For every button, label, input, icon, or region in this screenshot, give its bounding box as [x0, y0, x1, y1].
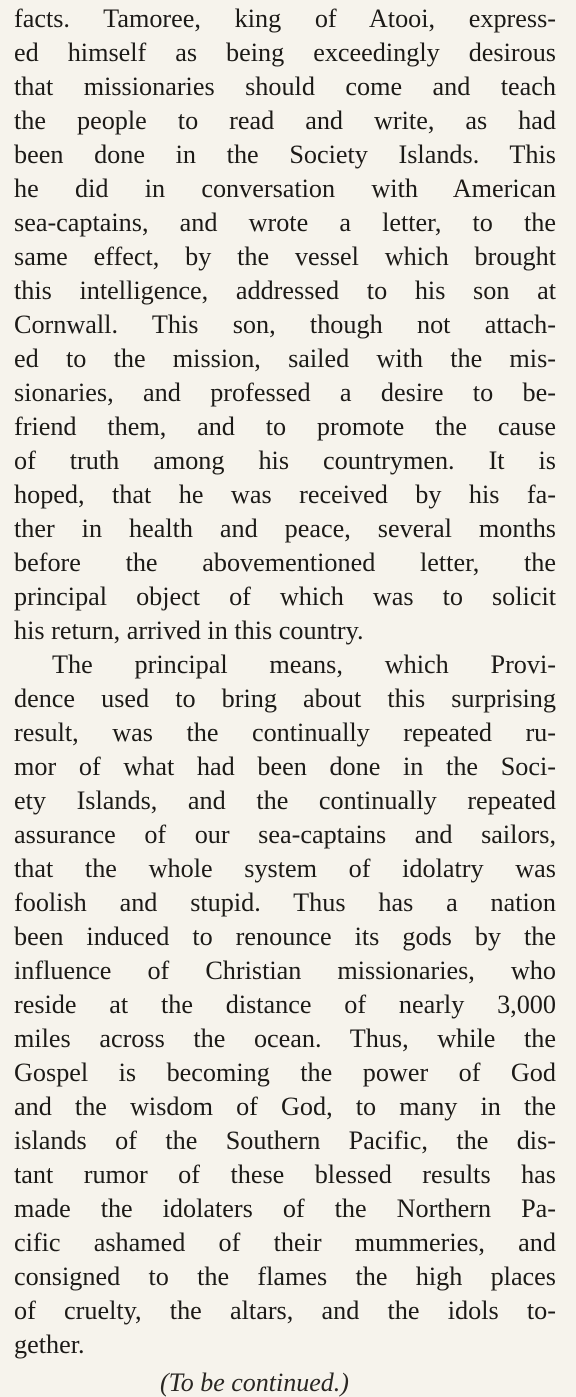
text-line: ed to the mission, sailed with the mis-: [14, 344, 556, 373]
text-line: facts. Tamoree, king of Atooi, express-: [14, 4, 556, 33]
text-line: of cruelty, the altars, and the idols to-: [14, 1296, 556, 1325]
text-line: before the abovementioned letter, the: [14, 548, 556, 577]
text-line: influence of Christian missionaries, who: [14, 956, 556, 985]
text-line: ther in health and peace, several months: [14, 514, 556, 543]
text-line: of truth among his countrymen. It is: [14, 446, 556, 475]
text-line: tant rumor of these blessed results has: [14, 1160, 556, 1189]
text-line: been done in the Society Islands. This: [14, 140, 556, 169]
continuation-note: (To be continued.): [160, 1368, 349, 1397]
text-line: that the whole system of idolatry was: [14, 854, 556, 883]
text-line: The principal means, which Provi-: [52, 650, 556, 679]
text-line: mor of what had been done in the Soci-: [14, 752, 556, 781]
text-line: that missionaries should come and teach: [14, 72, 556, 101]
text-line: cific ashamed of their mummeries, and: [14, 1228, 556, 1257]
text-line: result, was the continually repeated ru-: [14, 718, 556, 747]
text-line: been induced to renounce its gods by the: [14, 922, 556, 951]
text-line: this intelligence, addressed to his son at: [14, 276, 556, 305]
text-line: dence used to bring about this surprising: [14, 684, 556, 713]
text-line: friend them, and to promote the cause: [14, 412, 556, 441]
text-line: reside at the distance of nearly 3,000: [14, 990, 556, 1019]
text-line: Cornwall. This son, though not attach-: [14, 310, 556, 339]
text-line: assurance of our sea-captains and sailors,: [14, 820, 556, 849]
text-line: hoped, that he was received by his fa-: [14, 480, 556, 509]
text-line: sionaries, and professed a desire to be-: [14, 378, 556, 407]
text-line: principal object of which was to solicit: [14, 582, 556, 611]
text-line: made the idolaters of the Northern Pa-: [14, 1194, 556, 1223]
text-line: miles across the ocean. Thus, while the: [14, 1024, 556, 1053]
text-line: and the wisdom of God, to many in the: [14, 1092, 556, 1121]
text-line: gether.: [14, 1330, 85, 1359]
text-line: he did in conversation with American: [14, 174, 556, 203]
text-line: sea-captains, and wrote a letter, to the: [14, 208, 556, 237]
text-line: his return, arrived in this country.: [14, 616, 364, 645]
text-line: the people to read and write, as had: [14, 106, 556, 135]
text-line: ety Islands, and the continually repeated: [14, 786, 556, 815]
text-line: same effect, by the vessel which brought: [14, 242, 556, 271]
text-line: foolish and stupid. Thus has a nation: [14, 888, 556, 917]
text-line: consigned to the flames the high places: [14, 1262, 556, 1291]
text-line: Gospel is becoming the power of God: [14, 1058, 556, 1087]
text-line: islands of the Southern Pacific, the dis-: [14, 1126, 556, 1155]
text-line: ed himself as being exceedingly desirous: [14, 38, 556, 67]
